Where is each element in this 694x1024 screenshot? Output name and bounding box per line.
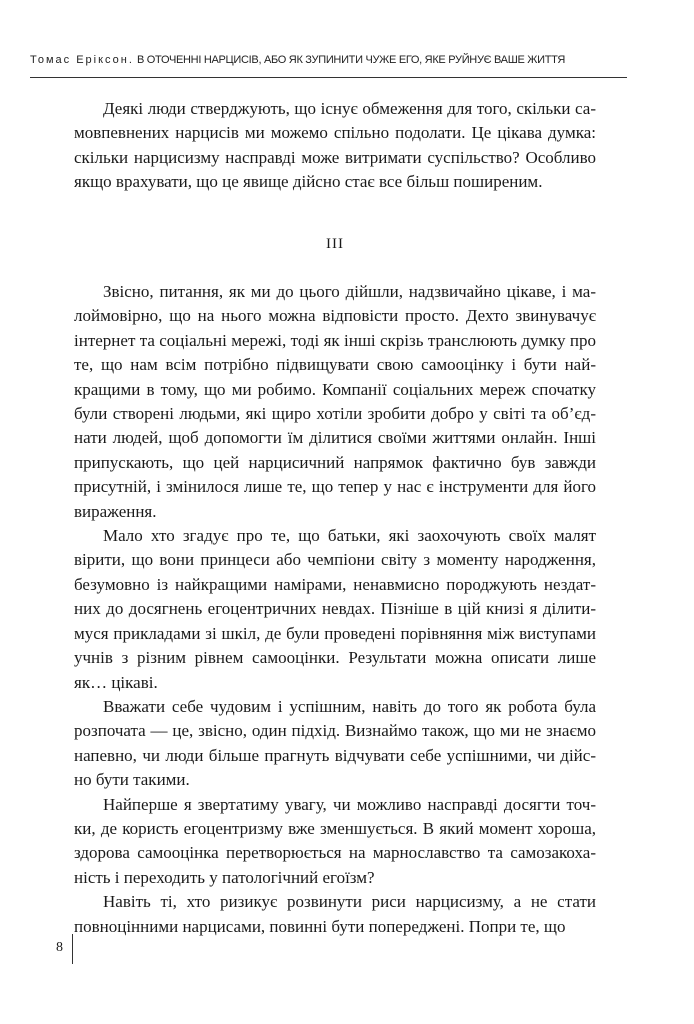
section-number: III bbox=[326, 236, 344, 252]
running-head-author: Томас Еріксон. bbox=[30, 54, 134, 66]
body-paragraph-4: Найперше я звертатиму увагу, чи можливо насправді досягти точки, де користь егоцентризму вже зменшується. В який момент хороша, здорова самооцінка перетворюється на марнославство та самозакоханість і переходить у патологічний егоїзм? bbox=[74, 794, 596, 887]
header-rule bbox=[30, 77, 627, 78]
body-paragraph-2: Мало хто згадує про те, що батьки, які заохочують своїх малят вірити, що вони принцеси або чемпіони світу з моменту народження, безумовно із найкращими намірами, ненавмисно породжують нездатних до досягнень егоцентричних невдах. Пізніше в цій книзі я ділитимуся прикладами зі шкіл, де були проведені порівняння між виступами учнів з різним рівнем самооцінки. Результати можна описати лише як… цікаві. bbox=[74, 526, 596, 692]
body-text bbox=[74, 280, 596, 939]
body-paragraph-3: Вважати себе чудовим і успішним, навіть до того як робота була розпочата — це, звісно, один підхід. Визнаймо також, що ми не знаємо напевно, чи люди більше прагнуть відчувати себе успішними, чи дійсно бути такими. bbox=[74, 696, 596, 790]
running-head-title: В ОТОЧЕННІ НАРЦИСІВ, АБО ЯК ЗУПИНИТИ ЧУЖЕ ЕГО, ЯКЕ РУЙНУЄ ВАШЕ ЖИТТЯ bbox=[136, 54, 565, 66]
page-number: 8 bbox=[56, 940, 63, 955]
body-paragraph-1: Звісно, питання, як ми до цього дійшли, надзвичайно цікаве, і малоймовірно, що на нього можна відповісти просто. Дехто звинувачує інтернет та соціальні мережі, тоді як інші скрізь транслюють думку про те, що нам всім потрібно підвищувати свою самооцінку і бути найкращими в тому, що ми робимо. Компанії соціальних мереж спочатку були створені людьми, які щиро хотіли зробити добро у світі та об’єднати людей, щоб допомогти їм ділитися своїми життями онлайн. Інші припускають, що цей нарцисичний напрямок фактично був завжди присутній, і змінилося лише те, що тепер у нас є інструменти для його вираження. bbox=[74, 282, 596, 521]
running-head bbox=[30, 53, 625, 67]
body-paragraph-5: Навіть ті, хто ризикує розвинути риси нарцисизму, а не стати повноцінними нарцисами, повинні бути попереджені. Попри те, що bbox=[74, 892, 596, 936]
intro-paragraph: Деякі люди стверджують, що існує обмеження для того, скільки самовпевнених нарцисів ми можемо спільно подолати. Це цікава думка: скільки нарцисизму насправді може витримати суспільство? Особливо якщо врахувати, що це явище дійсно стає все більш поширеним. bbox=[74, 99, 596, 192]
footer-rule bbox=[72, 934, 73, 964]
intro-text bbox=[74, 97, 596, 195]
